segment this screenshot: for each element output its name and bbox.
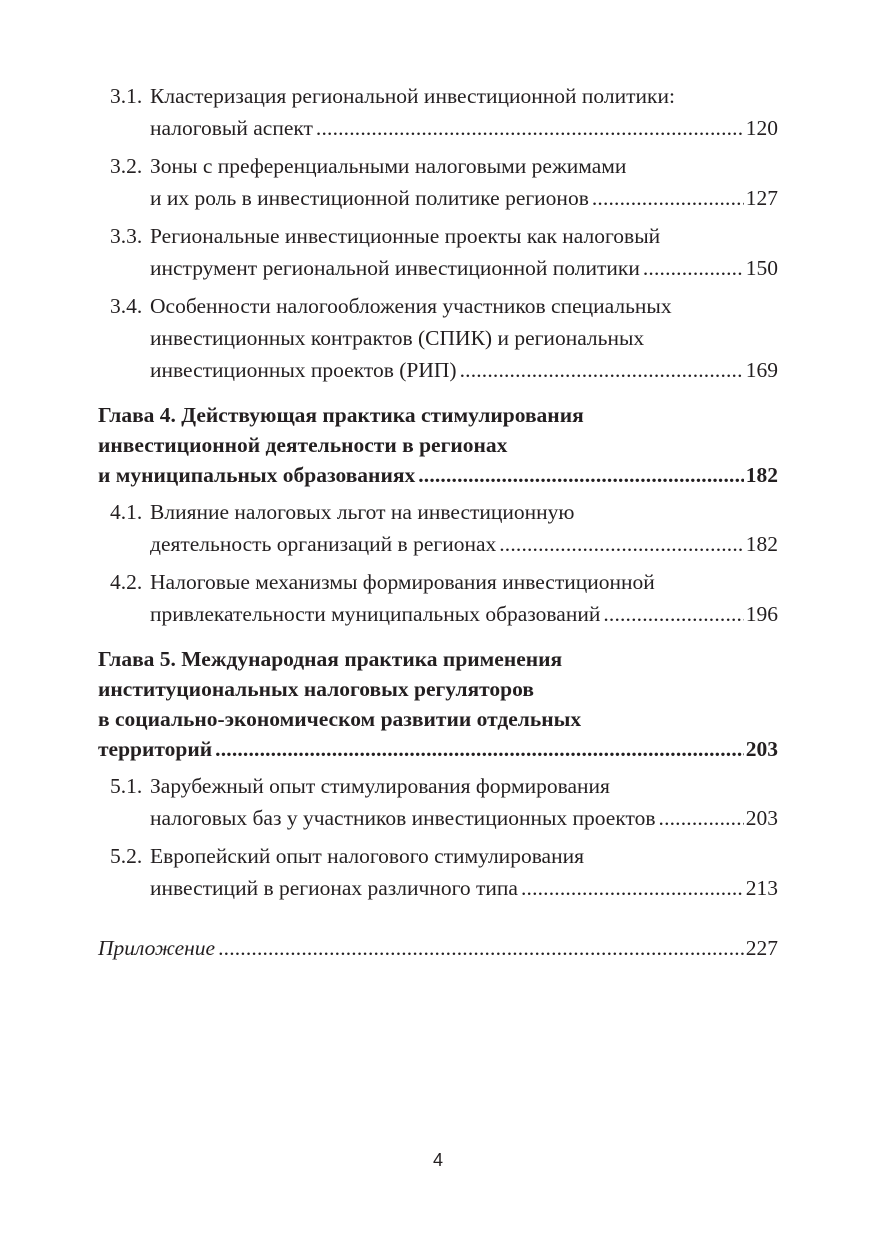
dot-leader — [457, 354, 744, 386]
section-title-line: инвестиционных проектов (РИП) — [150, 358, 457, 382]
section-number: 4.2. — [110, 570, 143, 594]
section-number: 5.1. — [110, 774, 143, 798]
toc-entry-5-2 — [98, 840, 778, 904]
section-number: 3.1. — [110, 84, 143, 108]
section-title-line: Европейский опыт налогового стимулирования — [150, 844, 584, 868]
section-title-line: Налоговые механизмы формирования инвестиционной — [150, 570, 655, 594]
chapter-title-line: Глава 4. Действующая практика стимулирования — [98, 403, 584, 427]
section-title-line: налоговый аспект — [150, 116, 313, 140]
page-ref: 203 — [745, 806, 778, 830]
toc-entry-3-3 — [98, 220, 778, 284]
section-title-line: Особенности налогообложения участников специальных — [150, 294, 672, 318]
toc-entry-3-4 — [98, 290, 778, 386]
page-number: 4 — [432, 1150, 443, 1170]
toc-entry-4-2 — [98, 566, 778, 630]
page-ref: 150 — [745, 256, 778, 280]
section-title-line: инвестиционных контрактов (СПИК) и региональных — [150, 326, 645, 350]
toc-entry-3-1 — [98, 80, 778, 144]
section-number: 4.1. — [110, 500, 143, 524]
section-title-line: и их роль в инвестиционной политике регионов — [150, 186, 589, 210]
toc-entry-3-2 — [98, 150, 778, 214]
page-ref: 127 — [745, 186, 778, 210]
section-title-line: Влияние налоговых льгот на инвестиционную — [150, 500, 575, 524]
section-title-line: инструмент региональной инвестиционной политики — [150, 256, 640, 280]
toc-entry-4-1 — [98, 496, 778, 560]
dot-leader — [656, 802, 744, 834]
section-title-line: привлекательности муниципальных образований — [150, 602, 601, 626]
section-title-line: Региональные инвестиционные проекты как налоговый — [150, 224, 661, 248]
dot-leader — [496, 528, 744, 560]
section-title-line: инвестиций в регионах различного типа — [150, 876, 518, 900]
section-title-line: Кластеризация региональной инвестиционной политики: — [150, 84, 675, 108]
dot-leader — [600, 598, 743, 630]
dot-leader — [589, 182, 744, 214]
dot-leader — [215, 932, 744, 964]
page-ref: 227 — [745, 936, 778, 960]
page-ref: 213 — [745, 876, 778, 900]
appendix-label: Приложение — [98, 936, 216, 960]
chapter-title-line: в социально-экономическом развитии отдельных — [98, 707, 582, 731]
dot-leader — [212, 734, 744, 764]
section-title-line: налоговых баз у участников инвестиционных проектов — [150, 806, 656, 830]
toc-chapter-5 — [98, 644, 778, 764]
chapter-title-line: институциональных налоговых регуляторов — [98, 677, 534, 701]
dot-leader — [640, 252, 744, 284]
section-number: 3.3. — [110, 224, 143, 248]
page-ref: 120 — [745, 116, 778, 140]
page-ref: 169 — [745, 358, 778, 382]
chapter-title-line: Глава 5. Международная практика применения — [98, 647, 563, 671]
chapter-title-line: и муниципальных образованиях — [98, 463, 416, 487]
section-number: 3.2. — [110, 154, 143, 178]
chapter-title-line: территорий — [98, 737, 213, 761]
chapter-title-line: инвестиционной деятельности в регионах — [98, 433, 508, 457]
page-ref: 196 — [745, 602, 778, 626]
section-title-line: деятельность организаций в регионах — [150, 532, 497, 556]
toc-entry-5-1 — [98, 770, 778, 834]
page-ref: 182 — [745, 463, 778, 487]
dot-leader — [415, 460, 744, 490]
table-of-contents — [98, 80, 778, 964]
section-title-line: Зоны с преференциальными налоговыми режимами — [150, 154, 627, 178]
toc-appendix — [98, 932, 778, 964]
section-number: 5.2. — [110, 844, 143, 868]
dot-leader — [313, 112, 744, 144]
dot-leader — [518, 872, 744, 904]
page-ref: 203 — [745, 737, 778, 761]
section-number: 3.4. — [110, 294, 143, 318]
page-ref: 182 — [745, 532, 778, 556]
section-title-line: Зарубежный опыт стимулирования формирования — [150, 774, 610, 798]
toc-chapter-4 — [98, 400, 778, 490]
